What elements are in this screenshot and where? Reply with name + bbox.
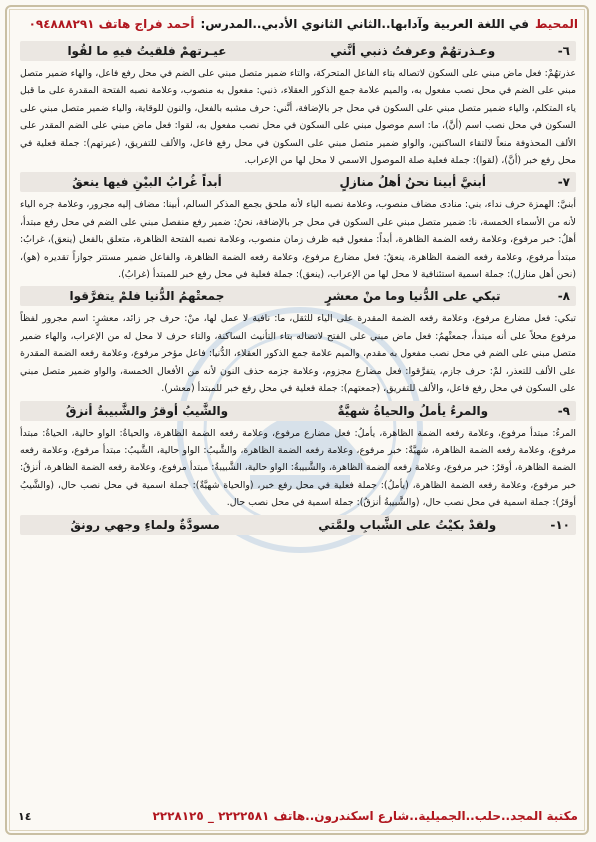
parsing-line: على السكون في محل رفع فاعل، والألف للتفريق، (جمعتهم): جملة فعلية في محل رفع خبر للمبتدأ (معشر). bbox=[161, 383, 576, 395]
verse-second-hemistich: عيـرتهمْ فلقيتُ فيهِ ما لقُوا bbox=[67, 44, 227, 58]
parsing-paragraph bbox=[20, 310, 576, 397]
parsing-line: عذرتهُمْ: فعل ماض مبني على السكون لاتصاله بتاء الفاعل المتحركة، والتاء ضمير متصل مبني على الضم في محل bbox=[138, 68, 576, 79]
parsing-line: الواو حالية، الحياةُ: مبتدأ مرفوع، وعلامة رفعه الضمة الظاهرة، شهيَّةٌ: خبر مرفوع، وعلامة رفعه الضمة الظاهرة، bbox=[20, 427, 576, 456]
verse-number: ١٠- bbox=[550, 517, 570, 532]
parsing-line: للتفريق، (عيرتهم): جملة فعلية في محل رفع خبر (أنَّ)، (لقوا): جملة فعلية صلة الموصول الاسمي لا محل لها من bbox=[20, 137, 576, 167]
page-header bbox=[18, 14, 578, 34]
parsing-line: أبنيَّ: الهمزة حرف نداء، بني: منادى مضاف منصوب، وعلامة نصبه الياء لأنه ملحق بجمع المذكر السالم، أبينا: bbox=[162, 199, 576, 211]
verse-first-hemistich: وعـذرتهُمْ وعرفتُ ذنبي أنَّني bbox=[330, 44, 496, 58]
verse-line bbox=[20, 286, 576, 306]
parsing-line: جوازاً تقديره (هو)، (نحن أهل منازل): جملة اسمية استئنافية لا محل لها من الإعراب، (ينعق): جملة فعلية في محل رفع bbox=[20, 251, 576, 281]
parsing-line: مفعول به منصوب، وعلامة نصبه الفتحة المقدرة على ما قبل ياء المتكلم، والياء ضمير متصل مبني على السكون في bbox=[20, 85, 576, 114]
verse-number: ٩- bbox=[557, 403, 570, 418]
document-body bbox=[20, 38, 576, 798]
parsing-paragraph bbox=[20, 196, 576, 283]
verse-first-hemistich: تبكي على الدُّنيا وما منْ معشرٍ bbox=[324, 289, 501, 304]
parsing-line: الإعراب. bbox=[244, 155, 278, 167]
verse-second-hemistich: جمعتْهمُ الدُّنيا فلمْ يتفرَّقوا bbox=[69, 289, 225, 304]
parsing-line: الضمة الظاهرة، (يأملُ): جملة فعلية في محل رفع خبر، (والحياة شهيَّةٌ): جملة اسمية في محل نصب حال، (والشَّيبُ bbox=[20, 479, 475, 491]
parsing-line: رفع فاعل، والهاء ضمير متصل مبني على الضم في محل نصب مفعول به، والميم علامة جمع الذكور العقلاء، ذنبي: bbox=[20, 68, 576, 97]
parsing-line: تبكي: فعل مضارع مرفوع، وعلامة رفعه الضمة المقدرة على الياء للثقل، ما: نافية لا عمل لها، منْ: حرف جر زائد، bbox=[122, 313, 576, 325]
footer-library: مكتبة المجد..حلب..الجميلية..شارع اسكندرون..هاتف ٢٢٢٢٥٨١ _ ٢٢٢٨١٢٥ bbox=[152, 809, 578, 823]
parsing-paragraph bbox=[20, 65, 576, 169]
parsing-line: الساكنة، والتاء حرف لا محل له من الإعراب، والهاء ضمير متصل مبني على الضم في محل نصب مفعول به مقدم، bbox=[20, 330, 576, 360]
verse-first-hemistich: ولقدْ بكيْتُ على الشَّبابِ ولمَّتي bbox=[318, 517, 497, 532]
header-brand: المحيط bbox=[534, 17, 578, 31]
verse-line bbox=[20, 41, 576, 61]
parsing-line: والشَّيبُ: الواو حالية، الشَّيبُ: مبتدأ مرفوع، وعلامة رفعه الضمة الظاهرة، أوقرُ: خبر مرفوع، وعلامة رفعه الضمة bbox=[20, 444, 576, 474]
verse-first-hemistich: أبنيَّ أبينا نحنُ أهلُ منازلٍ bbox=[339, 175, 487, 190]
parsing-line: جازم، يتفرَّقوا: فعل مضارع مجزوم، وعلامة جزمه حذف النون لأنه من الأفعال الخمسة، والواو ضمير متصل مبني bbox=[20, 365, 462, 377]
parsing-line: معشرٍ: اسم مجرور لفظاً مرفوع محلاً على أنه مبتدأ، جمعتْهمُ: فعل ماض مبني على الفتح لاتصاله بتاء التأنيث bbox=[20, 313, 576, 342]
parsing-line: أوقرُ): جملة اسمية في محل نصب حال، (والشَّبيبةُ أنزقُ): جملة اسمية في محل نصب حال. bbox=[226, 497, 576, 509]
parsing-line: مرفوع، وعلامة رفعه الضمة الظاهرة، ينعقُ: فعل مضارع مرفوع، وعلامة رفعه الضمة الظاهرة، والفاعل ضمير مستتر bbox=[96, 251, 554, 263]
parsing-line: الظاهرة، أبداً: مفعول فيه ظرف زمان منصوب، وعلامة نصبه الفتحة الظاهرة، متعلق بالفعل (ينعق)، غرابُ: مبتدأ bbox=[20, 234, 576, 263]
parsing-line: على الألف المحذوفة منعاً لالتقاء الساكنين، والواو ضمير متصل مبني على السكون في محل رفع فاعل، والألف bbox=[20, 120, 576, 149]
header-subject: في اللغة العربية وآدابها..الثاني الثانوي الأدبي..المدرس: bbox=[200, 17, 529, 31]
verse-second-hemistich: والشَّيبُ أوقرُ والشَّبيبةُ أنزقُ bbox=[65, 403, 229, 418]
parsing-line: الظاهرة، والشَّبيبةُ: الواو حالية، الشَّبيبةُ: مبتدأ مرفوع، وعلامة رفعه الضمة الظاهرة، أنزقُ: خبر مرفوع، وعلامة رفعه bbox=[20, 462, 576, 491]
verse-second-hemistich: أبداً غُرابُ البيْنِ فيها ينعقُ bbox=[72, 175, 222, 190]
verse-number: ٦- bbox=[557, 44, 570, 58]
verse-second-hemistich: مسودَّةٌ ولماءِ وجهي رونقُ bbox=[70, 517, 220, 532]
verse-number: ٨- bbox=[557, 289, 570, 304]
parsing-paragraph bbox=[20, 425, 576, 512]
page-footer bbox=[18, 805, 578, 827]
parsing-line: خبر للمبتدأ (غرابُ). bbox=[118, 269, 195, 281]
parsing-line: محل جر بالإضافة، أنَّني: حرف مشبه بالفعل، والنون للوقاية، والياء ضمير متصل مبني على السكون في محل نصب bbox=[20, 102, 576, 132]
verse-line bbox=[20, 515, 576, 535]
parsing-line: المرءُ: مبتدأ مرفوع، وعلامة رفعه الضمة الظاهرة، يأملُ: فعل مضارع مرفوع، وعلامة رفعه الضمة الظاهرة، والحياةُ: bbox=[119, 427, 576, 439]
parsing-line: مضاف إليه مجرور، وعلامة جره الياء لأنه من الأسماء الخمسة، نا: ضمير متصل مبني على السكون في محل جر bbox=[20, 199, 576, 228]
verse-number: ٧- bbox=[557, 175, 570, 190]
verse-first-hemistich: والمرءُ يأملُ والحياةُ شهيَّةٌ bbox=[337, 403, 489, 418]
parsing-line: بالإضافة، نحنُ: ضمير رفع منفصل مبني على الضم في محل رفع مبتدأ، أهلُ: خبر مرفوع، وعلامة رفعه الضمة bbox=[20, 216, 576, 246]
parsing-line: والميم علامة جمع الذكور العقلاء، الدُّنيا: فاعل مؤخر مرفوع، وعلامة رفعه الضمة المقدرة على الألف للتعذر، لمْ: حرف bbox=[20, 348, 576, 377]
page-number: ١٤ bbox=[18, 809, 32, 823]
verse-line bbox=[20, 401, 576, 421]
verse-line bbox=[20, 172, 576, 192]
parsing-line: اسم (أنَّ)، ما: اسم موصول مبني على السكون في محل نصب مفعول به، لقوا: فعل ماض مبني على الضم المقدر bbox=[39, 120, 482, 132]
header-teacher: أحمد فراج هاتف ٠٩٤٨٨٨٢٩١ bbox=[28, 17, 195, 31]
